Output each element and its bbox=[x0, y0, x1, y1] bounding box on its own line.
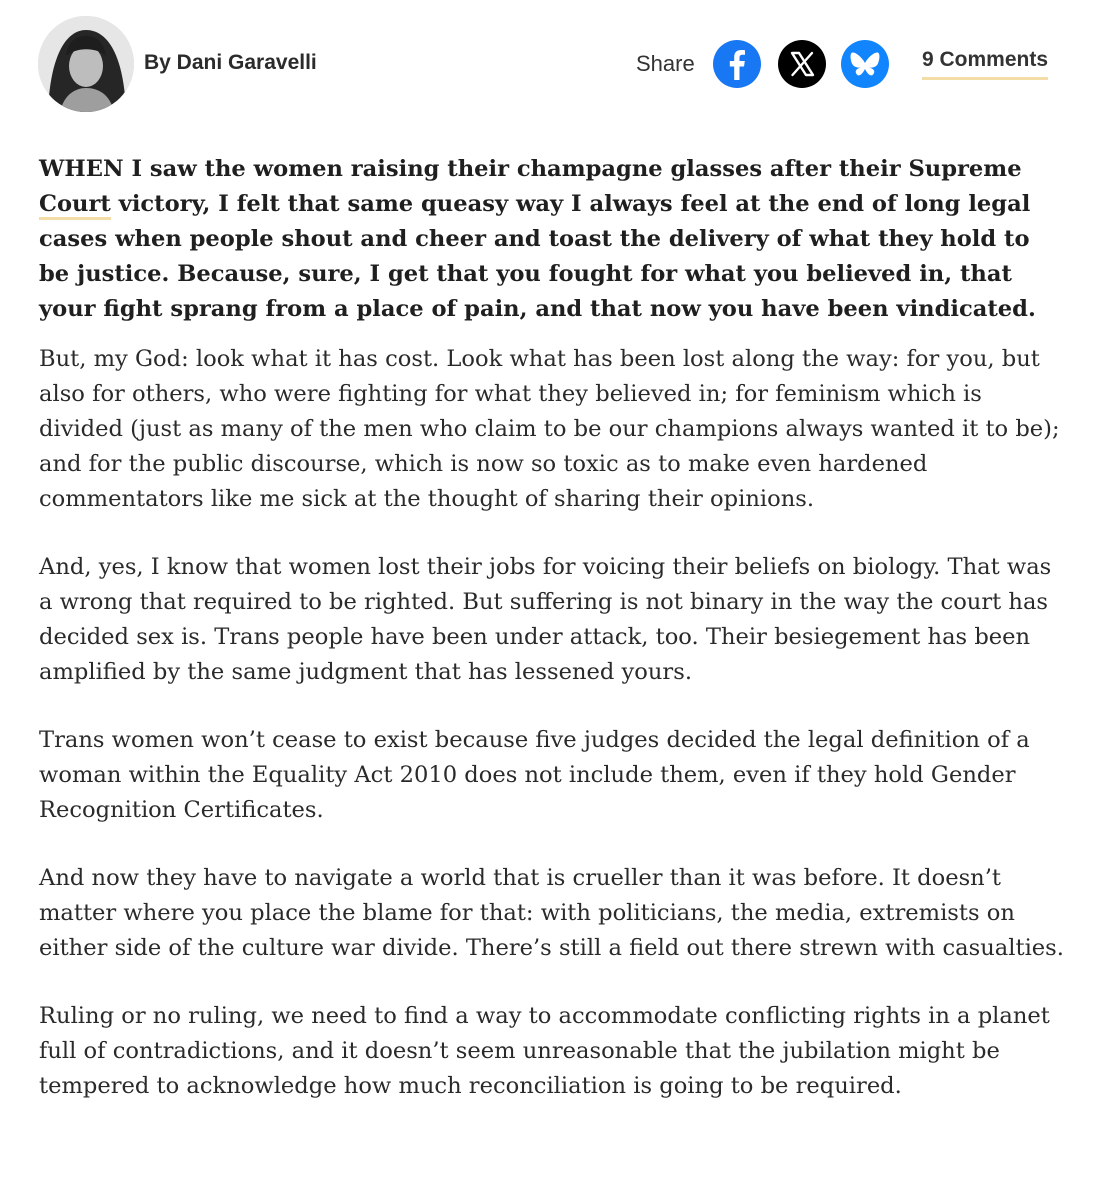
x-share-button[interactable] bbox=[778, 40, 826, 88]
bluesky-icon bbox=[841, 40, 889, 88]
comments-link[interactable]: 9 Comments bbox=[922, 48, 1048, 80]
lead-text-end: victory, I felt that same queasy way I always feel at the end of long legal cases when people shout and cheer and toast the delivery of what they hold to be justice. Because, sure, I get that you fought for what you believed in, that your fight sprang from a place of pain, and that now you have been vindicated. bbox=[39, 191, 1036, 322]
paragraph: Ruling or no ruling, we need to find a way to accommodate conflicting rights in a planet full of contradictions, and it doesn’t seem unreasonable that the jubilation might be tempered to acknowledge how much reconciliation is going to be required. bbox=[39, 1003, 1050, 1099]
share-label: Share bbox=[636, 51, 695, 76]
court-link[interactable]: Court bbox=[39, 191, 111, 220]
author-portrait-icon bbox=[38, 16, 134, 112]
lead-paragraph bbox=[39, 152, 1067, 327]
author-avatar[interactable] bbox=[38, 16, 134, 112]
paragraph: Trans women won’t cease to exist because five judges decided the legal definition of a woman within the Equality Act 2010 does not include them, even if they hold Gender Recognition Certificates. bbox=[39, 727, 1030, 823]
paragraph: And, yes, I know that women lost their jobs for voicing their beliefs on biology. That was a wrong that required to be righted. But suffering is not binary in the way the court has decided sex is. Trans people have been under attack, too. Their besiegement has been amplified by the same judgment that has lessened yours. bbox=[39, 554, 1052, 685]
bluesky-share-button[interactable] bbox=[841, 40, 889, 88]
author-byline[interactable]: By Dani Garavelli bbox=[144, 51, 317, 74]
lead-text-start: WHEN I saw the women raising their champagne glasses after their Supreme bbox=[39, 156, 1022, 182]
article-body bbox=[39, 152, 1067, 1104]
paragraph: And now they have to navigate a world that is crueller than it was before. It doesn’t matter where you place the blame for that: with politicians, the media, extremists on either side of the culture war divide. There’s still a field out there strewn with casualties. bbox=[39, 865, 1064, 961]
paragraph: But, my God: look what it has cost. Look what has been lost along the way: for you, but also for others, who were fighting for what they believed in; for feminism which is divided (just as many of the men who claim to be our champions always wanted it to be); and for the public discourse, which is now so toxic as to make even hardened commentators like me sick at the thought of sharing their opinions. bbox=[39, 346, 1060, 512]
article-header bbox=[0, 0, 1093, 130]
facebook-icon bbox=[713, 40, 761, 88]
facebook-share-button[interactable] bbox=[713, 40, 761, 88]
x-icon bbox=[778, 40, 826, 88]
